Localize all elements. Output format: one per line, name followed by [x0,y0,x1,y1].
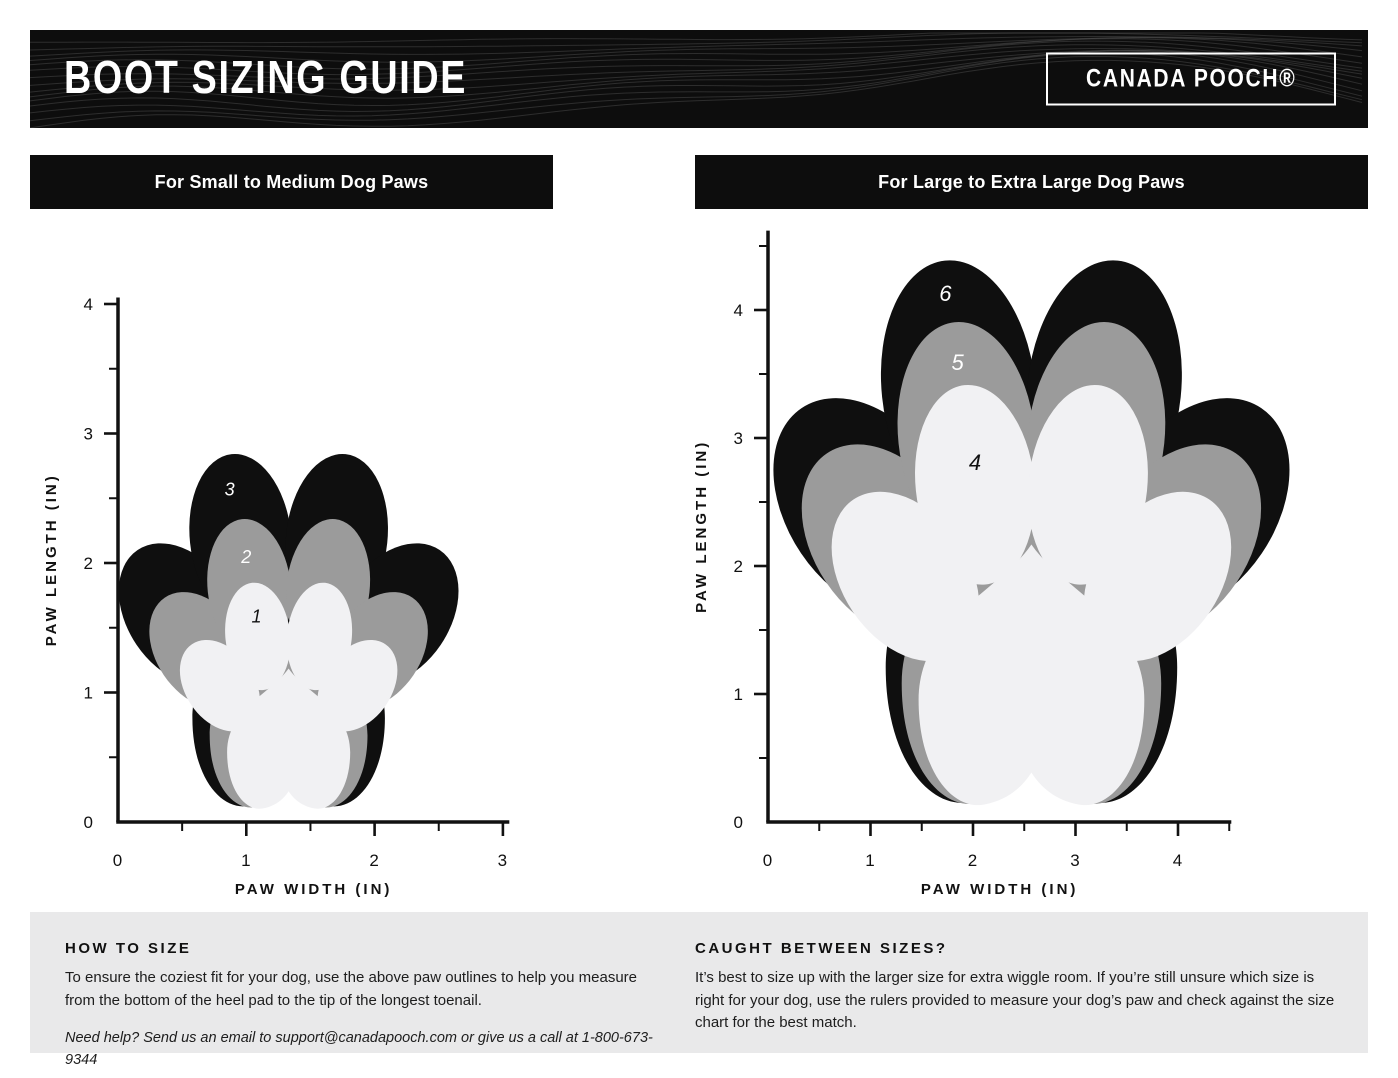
how-to-size-body: To ensure the coziest fit for your dog, use the above paw outlines to help you measure from the bottom of the heel pad to the tip of the longest toenail. [65,969,638,1009]
svg-text:1: 1 [251,606,262,627]
svg-text:1: 1 [241,851,252,870]
support-contact-line: Need help? Send us an email to support@canadapooch.com or give us a call at 1-800-673-9344 [65,1030,653,1068]
svg-text:PAW WIDTH (IN): PAW WIDTH (IN) [920,881,1079,898]
svg-text:2: 2 [967,851,979,870]
svg-text:4: 4 [733,301,744,320]
svg-text:PAW LENGTH (IN): PAW LENGTH (IN) [693,439,710,613]
svg-text:6: 6 [939,281,952,307]
svg-text:1: 1 [83,683,94,703]
small-medium-section-title: For Small to Medium Dog Paws [154,171,429,192]
page-title: BOOT SIZING GUIDE [64,50,468,103]
between-sizes-section [695,940,1345,1035]
svg-text:2: 2 [241,547,252,567]
svg-text:0: 0 [112,851,124,870]
svg-text:0: 0 [762,851,774,870]
svg-text:3: 3 [733,429,744,448]
how-to-size-heading: HOW TO SIZE [65,940,192,957]
how-to-size-section [65,940,665,1072]
svg-text:2: 2 [83,554,94,573]
between-sizes-body: It’s best to size up with the larger size for extra wiggle room. If you’re still unsure which size is right for your dog, use the rulers provided to measure your dog’s paw and check against the size chart for the best match. [695,969,1335,1031]
svg-text:PAW WIDTH (IN): PAW WIDTH (IN) [234,881,393,898]
large-xlarge-chart [693,231,1329,898]
svg-text:5: 5 [951,350,964,376]
svg-text:3: 3 [83,424,94,444]
svg-text:1: 1 [865,851,876,870]
large-xlarge-section-title: For Large to Extra Large Dog Paws [878,171,1185,192]
svg-text:0: 0 [83,813,94,832]
between-sizes-heading: CAUGHT BETWEEN SIZES? [695,940,948,957]
svg-text:4: 4 [1172,851,1184,870]
brand-logo-text: CANADA POOCH® [1085,64,1296,93]
footer-info-band [30,912,1368,1068]
svg-text:0: 0 [733,813,744,832]
svg-text:4: 4 [968,450,982,475]
svg-text:3: 3 [497,851,509,870]
svg-text:PAW LENGTH (IN): PAW LENGTH (IN) [43,473,60,647]
svg-text:3: 3 [1070,851,1081,870]
svg-text:3: 3 [224,479,235,500]
small-medium-chart [43,295,509,898]
svg-text:2: 2 [733,557,744,576]
svg-text:2: 2 [369,851,380,870]
svg-text:1: 1 [733,685,744,704]
svg-text:4: 4 [83,295,94,314]
